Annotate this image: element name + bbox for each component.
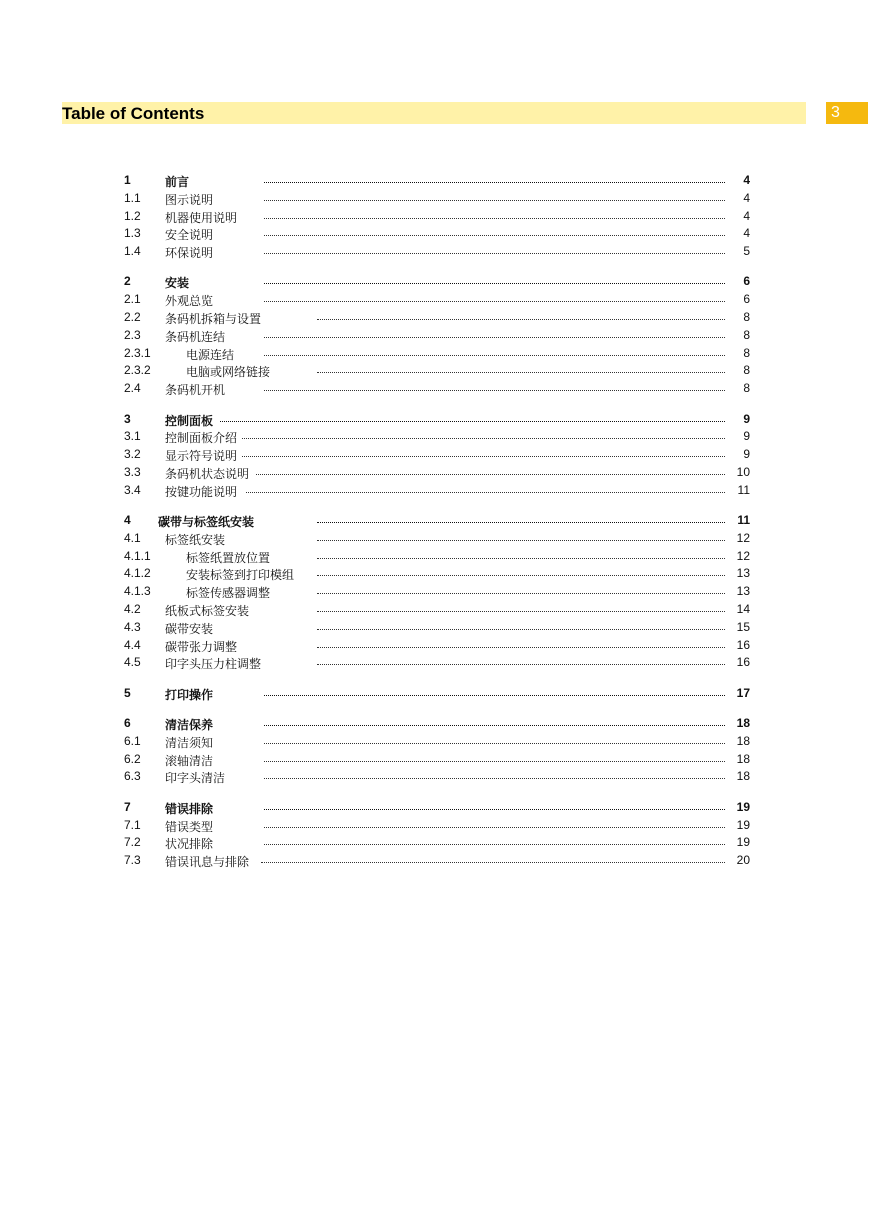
toc-entry[interactable] — [124, 172, 750, 190]
toc-entry-page: 15 — [736, 619, 750, 634]
toc-entry[interactable] — [124, 309, 750, 327]
toc-entry-title: 标签传感器调整 — [186, 586, 271, 601]
toc-entry-title: 错误排除 — [165, 801, 214, 816]
toc-entry-title: 印字头清洁 — [165, 771, 226, 786]
toc-entry-title: 打印操作 — [165, 687, 214, 702]
toc-entry-page: 9 — [743, 429, 750, 444]
toc-entry-page: 8 — [743, 327, 750, 342]
toc-leader-dots — [264, 695, 725, 696]
toc-entry-page: 6 — [743, 292, 750, 307]
toc-entry-title: 碳带与标签纸安装 — [158, 515, 255, 530]
toc-entry-number: 4.3 — [124, 619, 141, 634]
toc-entry-page: 19 — [736, 817, 750, 832]
toc-leader-dots — [317, 575, 725, 576]
toc-leader-dots — [317, 664, 725, 665]
toc-entry-number: 6.3 — [124, 769, 141, 784]
toc-entry-number: 4.1.1 — [124, 548, 151, 563]
toc-entry[interactable] — [124, 243, 750, 261]
toc-entry-title: 碳带张力调整 — [165, 639, 238, 654]
toc-entry-title: 滚轴清洁 — [165, 753, 214, 768]
toc-entry-title: 错误类型 — [165, 819, 214, 834]
toc-entry[interactable] — [124, 327, 750, 345]
toc-entry-title: 纸板式标签安装 — [165, 604, 250, 619]
toc-entry-title: 显示符号说明 — [165, 449, 238, 464]
toc-leader-dots — [220, 421, 725, 422]
toc-entry-title: 电脑或网络链接 — [186, 365, 271, 380]
toc-entry-page: 14 — [736, 602, 750, 617]
toc-leader-dots — [264, 778, 725, 779]
toc-entry-page: 10 — [736, 464, 750, 479]
toc-entry-page: 8 — [743, 381, 750, 396]
toc-entry[interactable] — [124, 190, 750, 208]
toc-entry-title: 外观总览 — [165, 294, 214, 309]
toc-entry[interactable] — [124, 768, 750, 786]
toc-leader-dots — [264, 253, 725, 254]
page-number-badge — [826, 102, 868, 124]
toc-entry-title: 清洁须知 — [165, 735, 214, 750]
toc-entry[interactable] — [124, 733, 750, 751]
toc-leader-dots — [264, 283, 725, 284]
toc-entry-title: 安装 — [165, 276, 190, 291]
toc-entry[interactable] — [124, 751, 750, 769]
toc-entry-number: 1.4 — [124, 244, 141, 259]
toc-entry[interactable] — [124, 428, 750, 446]
toc-entry[interactable] — [124, 208, 750, 226]
toc-entry[interactable] — [124, 601, 750, 619]
toc-entry-title: 条码机拆箱与设置 — [165, 312, 262, 327]
toc-entry-number: 1.1 — [124, 190, 141, 205]
toc-leader-dots — [317, 593, 725, 594]
toc-leader-dots — [317, 647, 725, 648]
toc-entry-title: 环保说明 — [165, 246, 214, 261]
toc-entry[interactable] — [124, 619, 750, 637]
section-header-bar — [62, 102, 806, 124]
toc-leader-dots — [242, 438, 725, 439]
toc-entry-title: 状况排除 — [165, 837, 214, 852]
toc-entry-page: 4 — [743, 173, 750, 187]
toc-entry[interactable] — [124, 291, 750, 309]
toc-entry-number: 4.2 — [124, 602, 141, 617]
toc-entry[interactable] — [124, 345, 750, 363]
toc-entry-page: 8 — [743, 345, 750, 360]
toc-entry-page: 19 — [736, 799, 750, 814]
toc-leader-dots — [317, 372, 725, 373]
toc-entry[interactable] — [124, 715, 750, 733]
toc-entry-number: 2.4 — [124, 381, 141, 396]
toc-entry-number: 6 — [124, 716, 131, 731]
toc-entry-number: 2.3.1 — [124, 345, 151, 360]
toc-entry-number: 7.2 — [124, 835, 141, 850]
toc-entry-page: 18 — [736, 733, 750, 748]
toc-entry-title: 条码机状态说明 — [165, 466, 250, 481]
toc-entry-number: 2.1 — [124, 292, 141, 307]
toc-leader-dots — [264, 844, 725, 845]
toc-entry[interactable] — [124, 482, 750, 500]
toc-entry-number: 5 — [124, 685, 131, 700]
toc-entry[interactable] — [124, 685, 750, 703]
toc-entry[interactable] — [124, 411, 750, 429]
toc-entry[interactable] — [124, 273, 750, 291]
toc-leader-dots — [264, 761, 725, 762]
toc-leader-dots — [317, 319, 725, 320]
toc-leader-dots — [264, 355, 725, 356]
toc-leader-dots — [264, 218, 725, 219]
toc-entry-page: 20 — [736, 853, 750, 868]
toc-entry-page: 16 — [736, 655, 750, 670]
toc-leader-dots — [317, 540, 725, 541]
toc-leader-dots — [264, 827, 725, 828]
table-of-contents — [124, 172, 750, 870]
toc-leader-dots — [261, 862, 725, 863]
toc-leader-dots — [317, 522, 725, 523]
toc-entry-title: 安装标签到打印模组 — [186, 568, 295, 583]
toc-leader-dots — [256, 474, 725, 475]
toc-entry[interactable] — [124, 817, 750, 835]
toc-entry-number: 4.4 — [124, 637, 141, 652]
toc-entry[interactable] — [124, 834, 750, 852]
toc-entry[interactable] — [124, 565, 750, 583]
toc-entry[interactable] — [124, 446, 750, 464]
toc-entry-title: 标签纸安装 — [165, 532, 226, 547]
toc-entry-title: 按键功能说明 — [165, 484, 238, 499]
toc-leader-dots — [317, 558, 725, 559]
toc-entry-number: 6.2 — [124, 751, 141, 766]
toc-leader-dots — [264, 301, 725, 302]
toc-entry-number: 1.2 — [124, 208, 141, 223]
toc-entry-title: 错误讯息与排除 — [165, 855, 250, 870]
toc-entry[interactable] — [124, 548, 750, 566]
toc-entry-number: 3.1 — [124, 429, 141, 444]
toc-entry-page: 18 — [736, 769, 750, 784]
toc-leader-dots — [264, 743, 725, 744]
toc-entry-page: 6 — [743, 274, 750, 289]
page-number: 3 — [831, 104, 840, 121]
toc-entry-number: 2.3 — [124, 327, 141, 342]
toc-entry[interactable] — [124, 654, 750, 672]
toc-entry-page: 8 — [743, 310, 750, 325]
toc-entry[interactable] — [124, 530, 750, 548]
toc-entry-page: 4 — [743, 226, 750, 241]
toc-entry-number: 7.1 — [124, 817, 141, 832]
toc-entry-number: 2.3.2 — [124, 363, 151, 378]
toc-entry-number: 1.3 — [124, 226, 141, 241]
toc-entry-number: 3.2 — [124, 447, 141, 462]
toc-entry-number: 4.5 — [124, 655, 141, 670]
toc-entry-page: 9 — [743, 447, 750, 462]
toc-entry-number: 2.2 — [124, 310, 141, 325]
toc-entry[interactable] — [124, 362, 750, 380]
toc-entry-number: 2 — [124, 274, 131, 289]
toc-entry-title: 前言 — [165, 175, 190, 189]
toc-entry-number: 1 — [124, 173, 131, 187]
toc-leader-dots — [242, 456, 725, 457]
toc-entry[interactable] — [124, 852, 750, 870]
toc-entry-number: 3.3 — [124, 464, 141, 479]
toc-entry-page: 17 — [736, 685, 750, 700]
toc-entry-page: 9 — [743, 411, 750, 426]
toc-entry-title: 电源连结 — [186, 347, 235, 362]
toc-entry-number: 7 — [124, 799, 131, 814]
toc-leader-dots — [317, 629, 725, 630]
toc-leader-dots — [264, 235, 725, 236]
toc-leader-dots — [317, 611, 725, 612]
toc-entry-page: 19 — [736, 835, 750, 850]
toc-entry-page: 12 — [736, 548, 750, 563]
toc-entry-page: 16 — [736, 637, 750, 652]
toc-leader-dots — [264, 337, 725, 338]
toc-entry-page: 11 — [737, 482, 750, 497]
toc-entry-page: 18 — [736, 716, 750, 731]
toc-entry-title: 安全说明 — [165, 228, 214, 243]
page-title: Table of Contents — [62, 104, 205, 123]
toc-leader-dots — [264, 200, 725, 201]
toc-entry-title: 机器使用说明 — [165, 210, 238, 225]
toc-leader-dots — [264, 182, 725, 183]
toc-entry[interactable] — [124, 637, 750, 655]
toc-entry[interactable] — [124, 583, 750, 601]
toc-leader-dots — [264, 809, 725, 810]
toc-entry-title: 标签纸置放位置 — [186, 550, 271, 565]
toc-entry-number: 4 — [124, 513, 131, 528]
toc-entry[interactable] — [124, 380, 750, 398]
toc-entry-number: 4.1.2 — [124, 566, 151, 581]
toc-entry[interactable] — [124, 225, 750, 243]
toc-entry-number: 4.1 — [124, 530, 141, 545]
toc-leader-dots — [264, 725, 725, 726]
toc-entry-number: 7.3 — [124, 853, 141, 868]
toc-entry-page: 12 — [736, 530, 750, 545]
toc-entry-page: 13 — [736, 566, 750, 581]
toc-entry-number: 4.1.3 — [124, 584, 151, 599]
toc-leader-dots — [246, 492, 725, 493]
toc-entry-page: 11 — [737, 513, 750, 528]
toc-entry[interactable] — [124, 512, 750, 530]
toc-entry-title: 印字头压力柱调整 — [165, 657, 262, 672]
toc-leader-dots — [264, 390, 725, 391]
toc-entry-title: 碳带安装 — [165, 621, 214, 636]
toc-entry-page: 5 — [743, 244, 750, 259]
toc-entry-number: 3.4 — [124, 482, 141, 497]
toc-entry-number: 6.1 — [124, 733, 141, 748]
toc-entry-title: 控制面板 — [165, 413, 214, 428]
toc-entry-title: 条码机开机 — [165, 383, 226, 398]
toc-entry[interactable] — [124, 464, 750, 482]
toc-entry-title: 清洁保养 — [165, 718, 214, 733]
toc-entry-title: 条码机连结 — [165, 329, 226, 344]
toc-entry-number: 3 — [124, 411, 131, 426]
toc-entry-page: 13 — [736, 584, 750, 599]
toc-entry-page: 8 — [743, 363, 750, 378]
toc-entry-title: 图示说明 — [165, 192, 214, 207]
toc-entry-page: 18 — [736, 751, 750, 766]
toc-entry-page: 4 — [743, 190, 750, 205]
toc-entry-page: 4 — [743, 208, 750, 223]
toc-entry-title: 控制面板介绍 — [165, 431, 238, 446]
toc-entry[interactable] — [124, 799, 750, 817]
